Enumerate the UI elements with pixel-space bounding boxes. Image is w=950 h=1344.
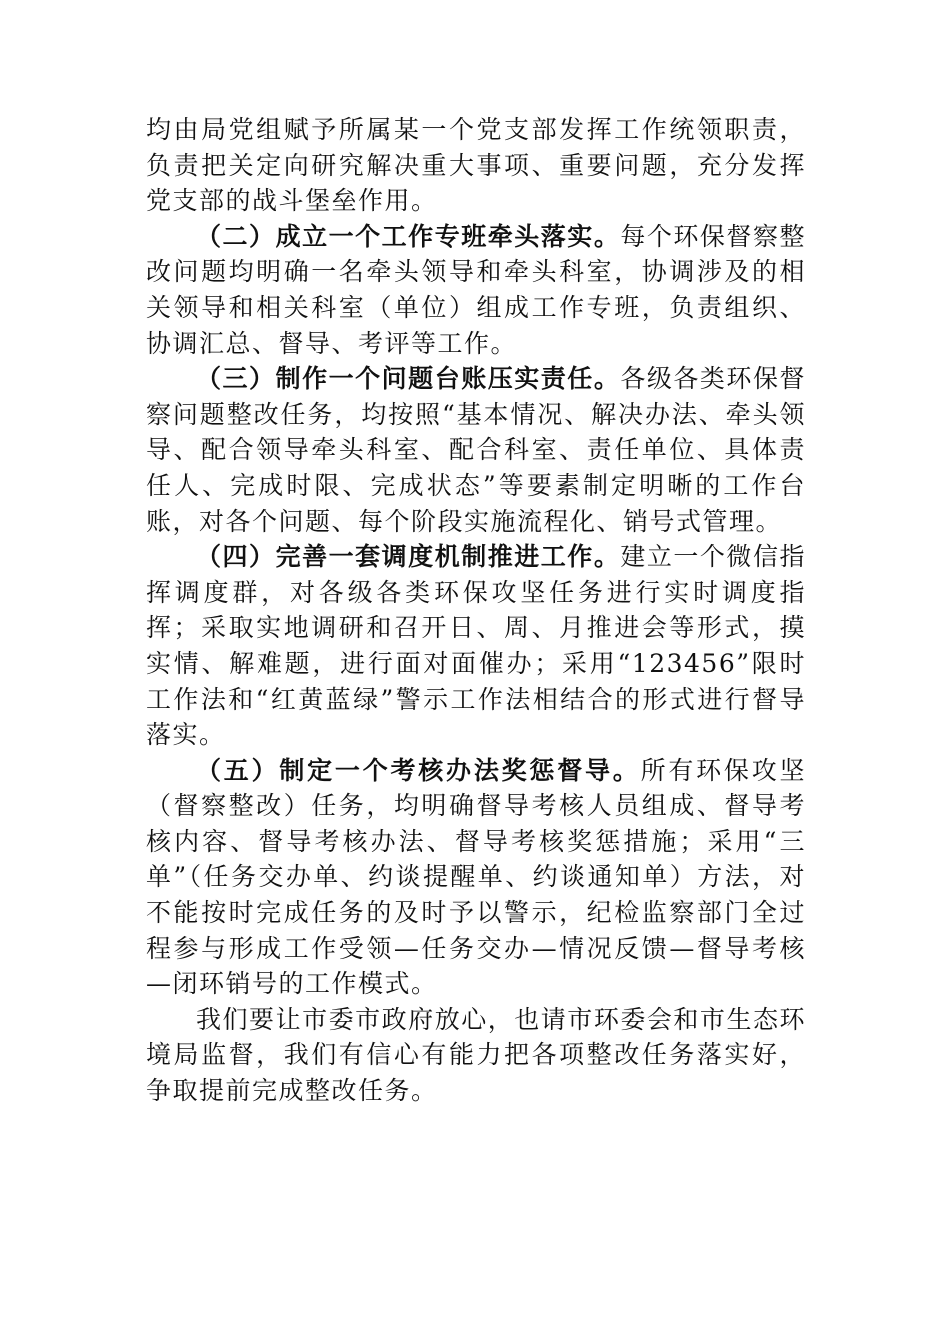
paragraph-body: 所有环保攻坚（督察整改）任务，均明确督导考核人员组成、督导考核内容、督导考核办法、督导考核奖惩措施；采用“三单”（任务交办单、约谈提醒单、约谈通知单）方法，对不能按时完成任务的及时予以警示，纪检监察部门全过程参与形成工作受领—任务交办—情况反馈—督导考核—闭环销号的工作模式。: [146, 755, 806, 999]
paragraph-continuation: [146, 112, 806, 219]
paragraph-section-5: [146, 753, 806, 1002]
paragraph-section-4: [146, 539, 806, 753]
section-heading: （三）制作一个问题台账压实责任。: [196, 364, 621, 394]
section-heading: （四）完善一套调度机制推进工作。: [196, 542, 621, 572]
paragraph-body: 我们要让市委市政府放心，也请市环委会和市生态环境局监督，我们有信心有能力把各项整改任务落实好，争取提前完成整改任务。: [146, 1004, 806, 1106]
paragraph-body: 各级各类环保督察问题整改任务，均按照“基本情况、解决办法、牵头领导、配合领导牵头科室、配合科室、责任单位、具体责任人、完成时限、完成状态”等要素制定明晰的工作台账，对各个问题、每个阶段实施流程化、销号式管理。: [146, 364, 806, 536]
section-heading: （五）制定一个考核办法奖惩督导。: [196, 755, 641, 785]
paragraph-section-3: [146, 361, 806, 539]
paragraph-closing: [146, 1002, 806, 1109]
document-page: [146, 112, 806, 1109]
section-heading: （二）成立一个工作专班牵头落实。: [196, 221, 621, 251]
paragraph-body: 每个环保督察整改问题均明确一名牵头领导和牵头科室，协调涉及的相关领导和相关科室（单位）组成工作专班，负责组织、协调汇总、督导、考评等工作。: [146, 221, 806, 358]
paragraph-body: 建立一个微信指挥调度群，对各级各类环保攻坚任务进行实时调度指挥；采取实地调研和召开日、周、月推进会等形式，摸实情、解难题，进行面对面催办；采用“123456”限时工作法和“红黄蓝绿”警示工作法相结合的形式进行督导落实。: [146, 542, 806, 750]
paragraph-section-2: [146, 219, 806, 361]
paragraph-body: 均由局党组赋予所属某一个党支部发挥工作统领职责，负责把关定向研究解决重大事项、重要问题，充分发挥党支部的战斗堡垒作用。: [146, 115, 806, 216]
